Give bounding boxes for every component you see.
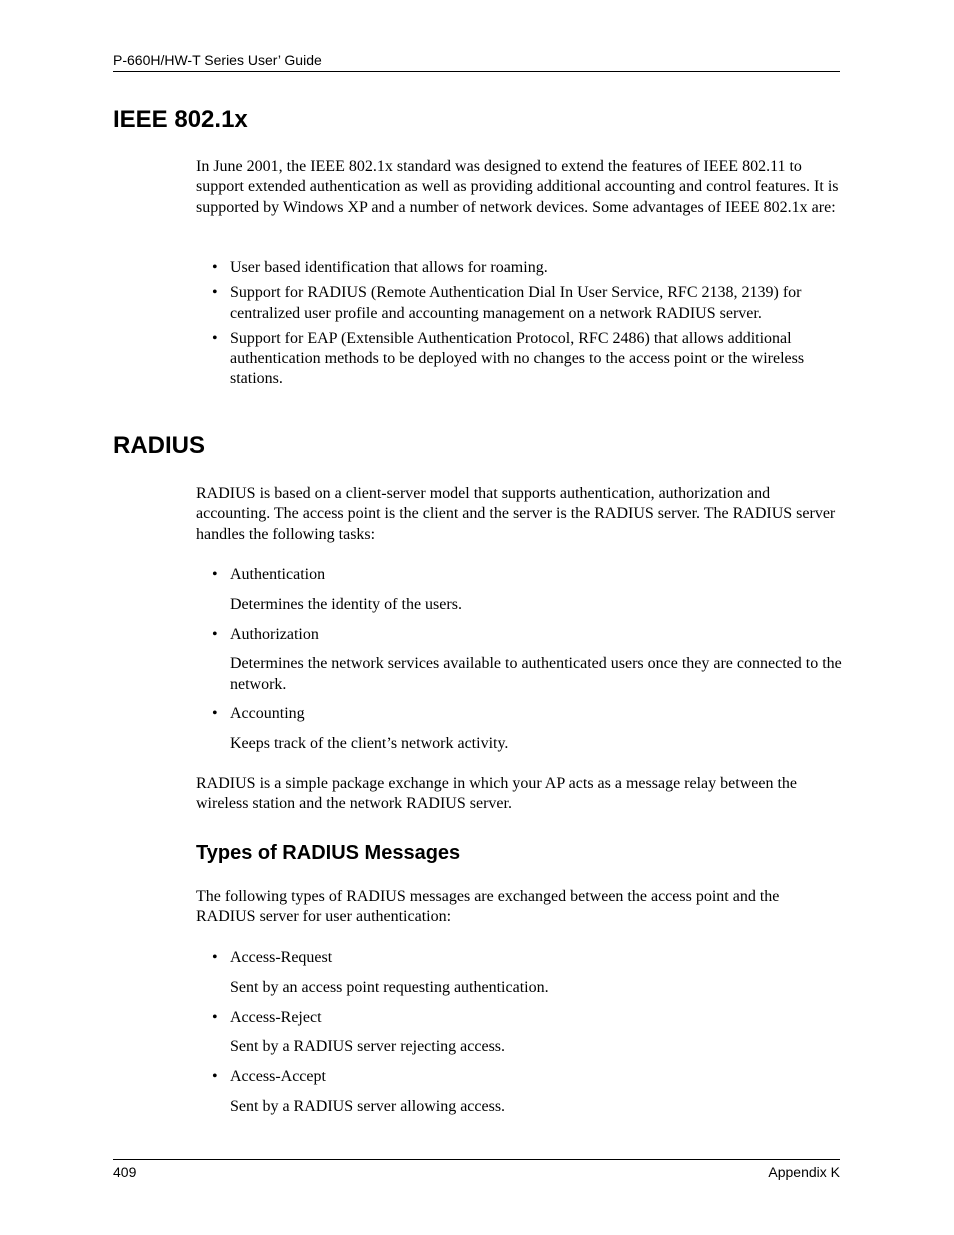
- list-item: [196, 704, 842, 754]
- task-name: Authentication: [230, 566, 326, 583]
- bullet-icon: •: [212, 284, 218, 302]
- radius-outro-paragraph: RADIUS is a simple package exchange in which your AP acts as a message relay between the wireless station and the network RADIUS server.: [196, 775, 797, 813]
- bullet-icon: •: [212, 1008, 218, 1026]
- running-footer: [113, 1159, 840, 1181]
- message-name: Access-Reject: [230, 1008, 322, 1026]
- heading-ieee-8021x: IEEE 802.1x: [113, 106, 248, 133]
- page-number: 409: [113, 1164, 137, 1180]
- message-name: Access-Request: [230, 949, 333, 966]
- radius-tasks-list: [196, 565, 842, 755]
- list-item: [196, 1067, 842, 1117]
- bullet-icon: •: [212, 949, 218, 966]
- list-item: • Support for EAP (Extensible Authentication Protocol, RFC 2486) that allows additional authentication methods to be deployed with no changes to the access point or the wireless stations.: [212, 329, 805, 388]
- list-item: [196, 948, 842, 998]
- radius-messages-list: [196, 948, 842, 1117]
- message-description: Sent by an access point requesting authentication.: [230, 978, 549, 996]
- bullet-icon: •: [212, 566, 218, 583]
- bullet-icon: •: [212, 259, 218, 276]
- task-description: Determines the network services available to authenticated users once they are connected to the network.: [230, 655, 842, 693]
- bullet-icon: •: [212, 1068, 218, 1086]
- heading-radius: RADIUS: [113, 432, 206, 459]
- running-header: [113, 51, 840, 72]
- guide-title: P-660H/HW-T Series User’ Guide: [113, 52, 322, 68]
- list-item: • User based identification that allows for roaming.: [196, 258, 842, 278]
- list-item: • Support for RADIUS (Remote Authentication Dial In User Service, RFC 2138, 2139) for centralized user profile and accounting management on a network RADIUS server.: [212, 284, 802, 322]
- list-item: [196, 565, 842, 615]
- heading-types-of-radius-messages: Types of RADIUS Messages: [196, 842, 461, 864]
- task-name: Authorization: [230, 625, 319, 643]
- bullet-icon: •: [212, 329, 218, 347]
- message-description: Sent by a RADIUS server rejecting access.: [230, 1038, 506, 1056]
- ieee-intro-paragraph: In June 2001, the IEEE 802.1x standard was designed to extend the features of IEEE 802.11 to support extended authentication as well as providing additional accounting and control features. It is supported by Windows XP and a number of network devices. Some advantages of IEEE 802.1x are:: [196, 158, 839, 216]
- bullet-icon: •: [212, 705, 218, 723]
- radius-intro-paragraph: RADIUS is based on a client-server model that supports authentication, authorization and accounting. The access point is the client and the server is the RADIUS server. The RADIUS server handles the following tasks:: [196, 485, 836, 543]
- ieee-advantages-list: [196, 258, 842, 390]
- types-intro-paragraph: The following types of RADIUS messages are exchanged between the access point and the RADIUS server for user authentication:: [196, 888, 780, 926]
- bullet-icon: •: [212, 625, 218, 643]
- message-name: Access-Accept: [230, 1068, 326, 1086]
- list-item: [196, 625, 842, 695]
- task-description: Keeps track of the client’s network activity.: [230, 735, 509, 753]
- section-label: Appendix K: [768, 1164, 840, 1180]
- task-description: Determines the identity of the users.: [230, 595, 462, 613]
- task-name: Accounting: [230, 705, 305, 723]
- message-description: Sent by a RADIUS server allowing access.: [230, 1097, 506, 1115]
- list-item: [196, 1008, 842, 1058]
